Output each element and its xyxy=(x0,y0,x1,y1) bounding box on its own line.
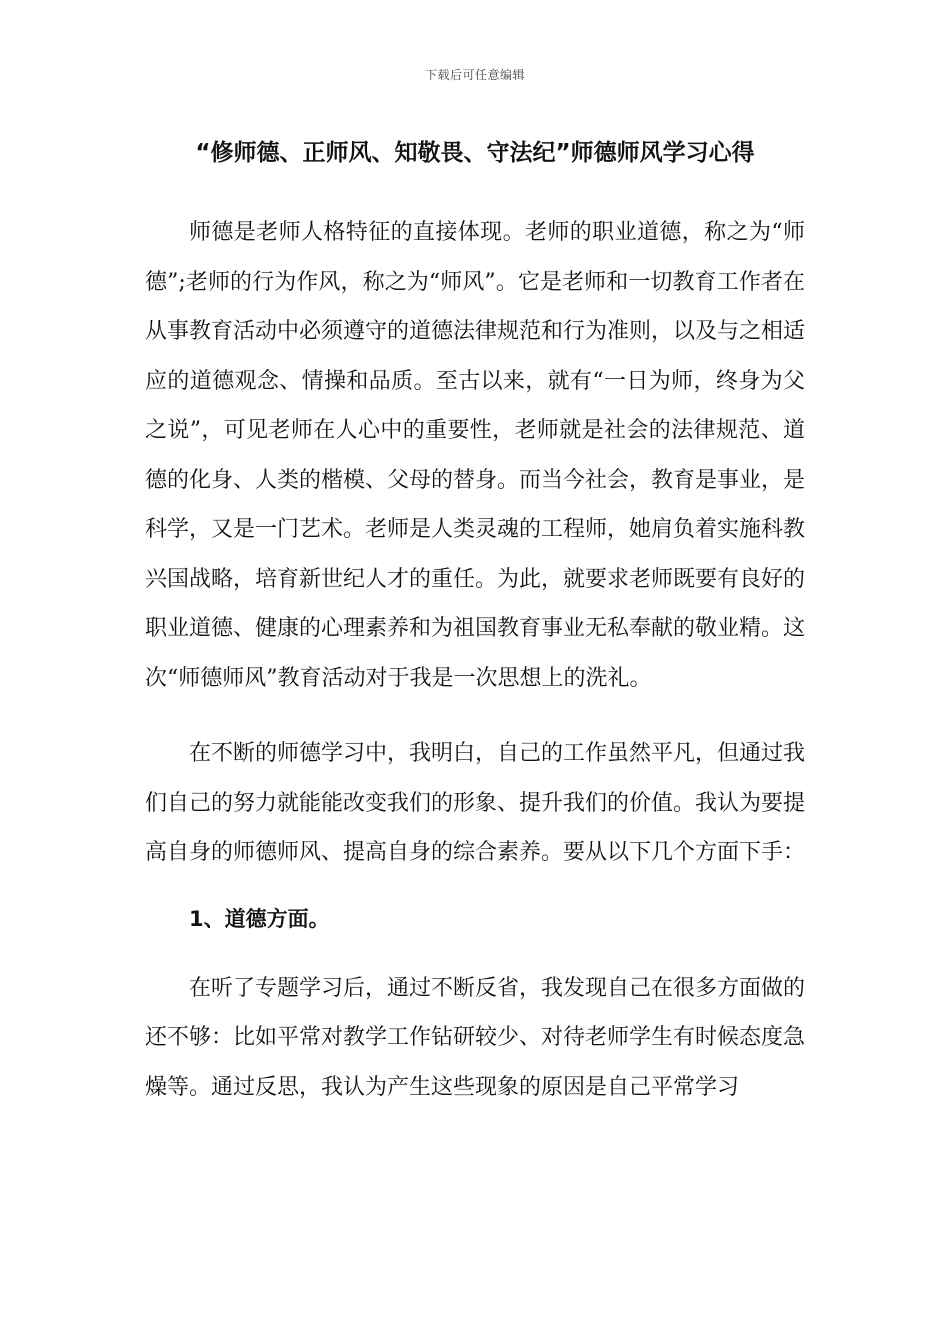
paragraph-morality: 在听了专题学习后，通过不断反省，我发现自己在很多方面做的还不够：比如平常对教学工作钻研较少、对待老师学生有时候态度急燥等。通过反思，我认为产生这些现象的原因是自己平常学习 xyxy=(145,975,806,1100)
paragraph-intro: 师德是老师人格特征的直接体现。老师的职业道德，称之为“师德”;老师的行为作风，称之为“师风”。它是老师和一切教育工作者在从事教育活动中必须遵守的道德法律规范和行为准则，以及与之相适应的道德观念、情操和品质。至古以来，就有“一日为师，终身为父之说”，可见老师在人心中的重要性，老师就是社会的法律规范、道德的化身、人类的楷模、父母的替身。而当今社会，教育是事业，是科学，又是一门艺术。老师是人类灵魂的工程师，她肩负着实施科教兴国战略，培育新世纪人才的重任。为此，就要求老师既要有良好的职业道德、健康的心理素养和为祖国教育事业无私奉献的敬业精。这次“师德师风”教育活动对于我是一次思想上的洗礼。 xyxy=(145,220,806,691)
section-heading-morality: 1、道德方面。 xyxy=(189,906,330,931)
document-title: “修师德、正师风、知敬畏、守法纪”师德师风学习心得 xyxy=(195,140,755,166)
document-body xyxy=(145,208,805,1138)
paragraph-learning: 在不断的师德学习中，我明白，自己的工作虽然平凡，但通过我们自己的努力就能能改变我们的形象、提升我们的价值。我认为要提高自身的师德师风、提高自身的综合素养。要从以下几个方面下手： xyxy=(145,741,806,865)
header-note: 下载后可任意编辑 xyxy=(424,68,525,82)
